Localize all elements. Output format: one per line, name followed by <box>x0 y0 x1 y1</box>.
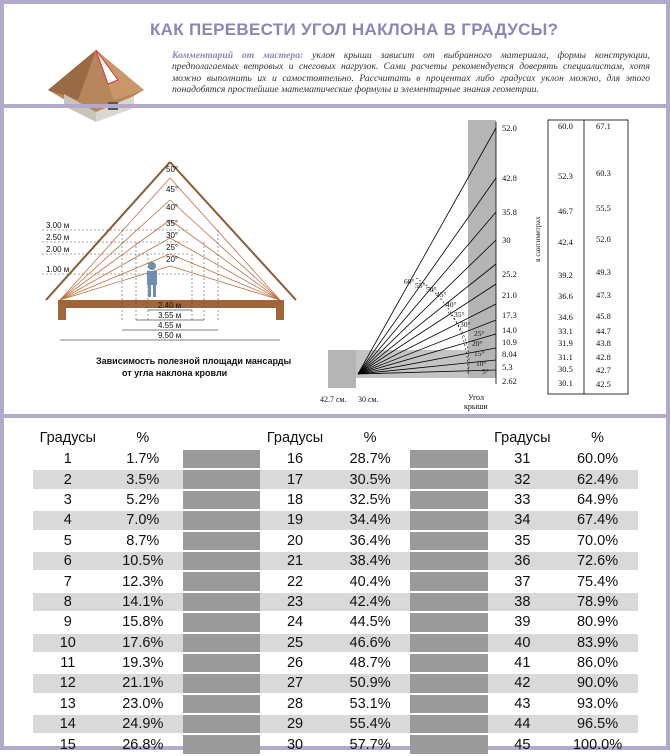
table-row <box>33 633 638 653</box>
degree-cell: 22 <box>260 571 330 591</box>
table-gap <box>183 510 260 530</box>
angle-label-2: крыши <box>464 402 488 411</box>
attic-angle-35: 35° <box>166 219 179 228</box>
degree-cell: 11 <box>33 653 103 673</box>
percent-cell: 26.8% <box>103 734 184 754</box>
table-gap <box>183 612 260 632</box>
master-comment <box>172 50 650 95</box>
scale-axis-label: в сантиметрах <box>533 216 542 262</box>
degree-cell: 41 <box>488 653 558 673</box>
degree-cell: 37 <box>488 571 558 591</box>
degree-cell: 34 <box>488 510 558 530</box>
scale-21: 21.0 <box>502 290 517 300</box>
scale-25-2: 25.2 <box>502 269 517 279</box>
attic-caption-line2: от угла наклона кровли <box>122 368 228 378</box>
degree-cell: 19 <box>260 510 330 530</box>
scale-35-8: 35.8 <box>502 207 517 217</box>
degree-cell: 17 <box>260 469 330 489</box>
degree-cell: 39 <box>488 612 558 632</box>
percent-cell: 62.4% <box>557 469 638 489</box>
table-row <box>33 469 638 489</box>
attic-height-200: 2.00 м <box>46 245 70 254</box>
col-a-9: 31.1 <box>558 352 573 362</box>
table-gap <box>183 469 260 489</box>
table-gap <box>183 531 260 551</box>
degree-cell: 31 <box>488 449 558 469</box>
attic-angle-40: 40° <box>166 203 179 212</box>
scale-52: 52.0 <box>502 123 517 133</box>
col-b-5: 47.3 <box>596 290 611 300</box>
col-header-percent: % <box>103 428 184 449</box>
col-b-10: 42.7 <box>596 365 611 375</box>
degree-cell: 27 <box>260 673 330 693</box>
degree-cell: 25 <box>260 633 330 653</box>
degree-cell: 10 <box>33 633 103 653</box>
percent-cell: 67.4% <box>557 510 638 530</box>
col-a-7: 33.1 <box>558 326 573 336</box>
percent-cell: 3.5% <box>103 469 184 489</box>
table-gap <box>410 612 487 632</box>
degree-cell: 43 <box>488 694 558 714</box>
conversion-table <box>33 428 638 756</box>
percent-cell: 64.9% <box>557 490 638 510</box>
attic-width-355: 3.55 м <box>158 311 182 320</box>
percent-cell: 40.4% <box>330 571 411 591</box>
attic-width-455: 4.55 м <box>158 321 182 330</box>
col-b-7: 44.7 <box>596 326 611 336</box>
percent-cell: 38.4% <box>330 551 411 571</box>
col-a-1: 52.3 <box>558 171 573 181</box>
scale-2-62: 2.62 <box>502 376 517 386</box>
degree-cell: 42 <box>488 673 558 693</box>
header-divider <box>0 104 670 108</box>
angle-20: 20° <box>472 339 483 348</box>
table-gap <box>410 714 487 734</box>
table-gap <box>183 592 260 612</box>
table-gap <box>410 469 487 489</box>
degree-cell: 1 <box>33 449 103 469</box>
col-a-4: 39.2 <box>558 270 573 280</box>
degree-cell: 4 <box>33 510 103 530</box>
percent-cell: 23.0% <box>103 694 184 714</box>
angle-35: 35° <box>454 310 465 319</box>
scale-8-04: 8.04 <box>502 349 517 359</box>
table-gap <box>183 571 260 591</box>
percent-cell: 12.3% <box>103 571 184 591</box>
table-gap <box>410 592 487 612</box>
attic-angle-45: 45° <box>166 185 179 194</box>
table-row <box>33 571 638 591</box>
table-gap <box>183 714 260 734</box>
col-b-6: 45.8 <box>596 311 611 321</box>
scale-14: 14.0 <box>502 325 517 335</box>
percent-cell: 34.4% <box>330 510 411 530</box>
degree-cell: 3 <box>33 490 103 510</box>
angle-55: 55° <box>415 281 426 290</box>
col-header-degrees: Градусы <box>260 428 330 449</box>
degree-cell: 14 <box>33 714 103 734</box>
degree-cell: 9 <box>33 612 103 632</box>
dim-right: 30 см. <box>358 395 379 404</box>
percent-cell: 50.9% <box>330 673 411 693</box>
col-b-2: 55.5 <box>596 203 611 213</box>
comment-text: уклон крыши зависит от выбранного материала, формы конструкции, предполагаемых ветровых и снеговых нагрузок. Сами расчеты рекомендуется доверять специалистам, хотя можно выполнить их и самостоятельно. Рассчитать в процентах либо градусах уклон можно, для этого понадобятся простейшие математические формулы и элементарные знания геометрии. <box>172 50 650 95</box>
table-gap <box>183 449 260 469</box>
degree-cell: 33 <box>488 490 558 510</box>
col-b-4: 49.3 <box>596 267 611 277</box>
percent-cell: 7.0% <box>103 510 184 530</box>
degree-cell: 23 <box>260 592 330 612</box>
table-row <box>33 490 638 510</box>
page-title: КАК ПЕРЕВЕСТИ УГОЛ НАКЛОНА В ГРАДУСЫ? <box>150 20 559 39</box>
col-header-percent: % <box>330 428 411 449</box>
col-a-2: 46.7 <box>558 206 573 216</box>
percent-cell: 83.9% <box>557 633 638 653</box>
angle-50: 50° <box>426 285 437 294</box>
col-b-9: 42.8 <box>596 352 611 362</box>
percent-cell: 70.0% <box>557 531 638 551</box>
dim-left: 42.7 см. <box>320 395 347 404</box>
degree-cell: 7 <box>33 571 103 591</box>
degree-cell: 38 <box>488 592 558 612</box>
degree-cell: 28 <box>260 694 330 714</box>
table-gap <box>410 571 487 591</box>
table-gap <box>410 531 487 551</box>
degree-cell: 5 <box>33 531 103 551</box>
col-a-10: 30.5 <box>558 364 573 374</box>
col-a-8: 31.9 <box>558 338 573 348</box>
attic-diagram <box>40 150 310 390</box>
angle-15: 15° <box>474 349 485 358</box>
percent-cell: 5.2% <box>103 490 184 510</box>
table-gap <box>183 673 260 693</box>
table-row <box>33 449 638 469</box>
percent-cell: 44.5% <box>330 612 411 632</box>
percent-cell: 15.8% <box>103 612 184 632</box>
table-gap <box>410 449 487 469</box>
degree-cell: 18 <box>260 490 330 510</box>
table-row <box>33 714 638 734</box>
angle-60: 60° <box>404 277 415 286</box>
percent-cell: 14.1% <box>103 592 184 612</box>
scale-10-9: 10.9 <box>502 337 517 347</box>
percent-cell: 36.4% <box>330 531 411 551</box>
percent-cell: 21.1% <box>103 673 184 693</box>
attic-height-100: 1.00 м <box>46 265 70 274</box>
angle-label-1: Угол <box>468 393 484 402</box>
attic-angle-30: 30° <box>166 231 179 240</box>
percent-cell: 30.5% <box>330 469 411 489</box>
degree-cell: 32 <box>488 469 558 489</box>
angle-10: 10° <box>476 359 487 368</box>
degree-cell: 45 <box>488 734 558 754</box>
angle-40: 40° <box>446 300 457 309</box>
percent-cell: 86.0% <box>557 653 638 673</box>
table-gap <box>410 734 487 754</box>
percent-cell: 57.7% <box>330 734 411 754</box>
degree-cell: 40 <box>488 633 558 653</box>
attic-height-300: 3.00 м <box>46 221 70 230</box>
percent-cell: 17.6% <box>103 633 184 653</box>
degree-cell: 26 <box>260 653 330 673</box>
percent-cell: 78.9% <box>557 592 638 612</box>
scale-17-3: 17.3 <box>502 310 517 320</box>
percent-cell: 8.7% <box>103 531 184 551</box>
table-gap <box>183 490 260 510</box>
percent-cell: 42.4% <box>330 592 411 612</box>
table-gap <box>183 694 260 714</box>
table-row <box>33 734 638 754</box>
col-b-3: 52.0 <box>596 234 611 244</box>
col-a-6: 34.6 <box>558 312 573 322</box>
percent-cell: 10.5% <box>103 551 184 571</box>
table-gap <box>183 653 260 673</box>
percent-cell: 93.0% <box>557 694 638 714</box>
degree-cell: 30 <box>260 734 330 754</box>
table-row <box>33 653 638 673</box>
percent-cell: 48.7% <box>330 653 411 673</box>
col-a-3: 42.4 <box>558 237 573 247</box>
attic-height-250: 2.50 м <box>46 233 70 242</box>
table-gap <box>410 510 487 530</box>
percent-cell: 75.4% <box>557 571 638 591</box>
table-row <box>33 531 638 551</box>
table-gap <box>183 633 260 653</box>
angle-25: 25° <box>474 329 485 338</box>
col-header-degrees: Градусы <box>33 428 103 449</box>
table-gap <box>410 653 487 673</box>
table-header-row <box>33 428 638 449</box>
percent-cell: 80.9% <box>557 612 638 632</box>
table-row <box>33 510 638 530</box>
table-row <box>33 694 638 714</box>
percent-cell: 28.7% <box>330 449 411 469</box>
attic-caption-line1: Зависимость полезной площади мансарды <box>96 356 292 366</box>
table-row <box>33 551 638 571</box>
table-row <box>33 592 638 612</box>
angle-45: 45° <box>436 290 447 299</box>
table-gap <box>183 551 260 571</box>
degree-cell: 20 <box>260 531 330 551</box>
house-illustration <box>38 40 156 122</box>
degree-cell: 36 <box>488 551 558 571</box>
attic-width-240: 2.40 м <box>158 301 182 310</box>
percent-cell: 96.5% <box>557 714 638 734</box>
table-gap <box>410 551 487 571</box>
col-header-percent: % <box>557 428 638 449</box>
attic-angle-25: 25° <box>166 243 179 252</box>
table-gap <box>410 633 487 653</box>
percent-cell: 24.9% <box>103 714 184 734</box>
table-gap <box>410 490 487 510</box>
degree-cell: 44 <box>488 714 558 734</box>
percent-cell: 100.0% <box>557 734 638 754</box>
degree-cell: 8 <box>33 592 103 612</box>
attic-angle-50: 50° <box>166 165 179 174</box>
degree-cell: 21 <box>260 551 330 571</box>
col-header-degrees: Градусы <box>488 428 558 449</box>
degree-cell: 15 <box>33 734 103 754</box>
table-row <box>33 673 638 693</box>
percent-cell: 60.0% <box>557 449 638 469</box>
table-gap <box>183 734 260 754</box>
scale-42-8: 42.8 <box>502 173 517 183</box>
degree-cell: 29 <box>260 714 330 734</box>
slope-diagram <box>318 112 658 412</box>
scale-30: 30 <box>502 235 511 245</box>
scale-5-3: 5.3 <box>502 362 513 372</box>
angle-30: 30° <box>460 320 471 329</box>
percent-cell: 90.0% <box>557 673 638 693</box>
person-figure <box>147 262 157 297</box>
comment-label: Комментарий от мастера: <box>172 50 304 61</box>
table-gap <box>410 673 487 693</box>
percent-cell: 32.5% <box>330 490 411 510</box>
percent-cell: 1.7% <box>103 449 184 469</box>
col-b-11: 42.5 <box>596 379 611 389</box>
col-b-8: 43.8 <box>596 338 611 348</box>
col-b-1: 60.3 <box>596 168 611 178</box>
degree-cell: 6 <box>33 551 103 571</box>
percent-cell: 55.4% <box>330 714 411 734</box>
degree-cell: 24 <box>260 612 330 632</box>
table-row <box>33 612 638 632</box>
diagram-divider <box>0 414 670 418</box>
attic-width-950: 9.50 м <box>158 331 182 340</box>
percent-cell: 19.3% <box>103 653 184 673</box>
angle-5: 5° <box>482 367 489 376</box>
col-a-5: 36.6 <box>558 291 573 301</box>
col-b-0: 67.1 <box>596 121 611 131</box>
table-gap <box>410 694 487 714</box>
col-a-0: 60.0 <box>558 121 573 131</box>
percent-cell: 72.6% <box>557 551 638 571</box>
col-a-11: 30.1 <box>558 378 573 388</box>
attic-angle-20: 20° <box>166 255 179 264</box>
degree-cell: 12 <box>33 673 103 693</box>
degree-cell: 13 <box>33 694 103 714</box>
degree-cell: 35 <box>488 531 558 551</box>
percent-cell: 46.6% <box>330 633 411 653</box>
degree-cell: 16 <box>260 449 330 469</box>
degree-cell: 2 <box>33 469 103 489</box>
percent-cell: 53.1% <box>330 694 411 714</box>
